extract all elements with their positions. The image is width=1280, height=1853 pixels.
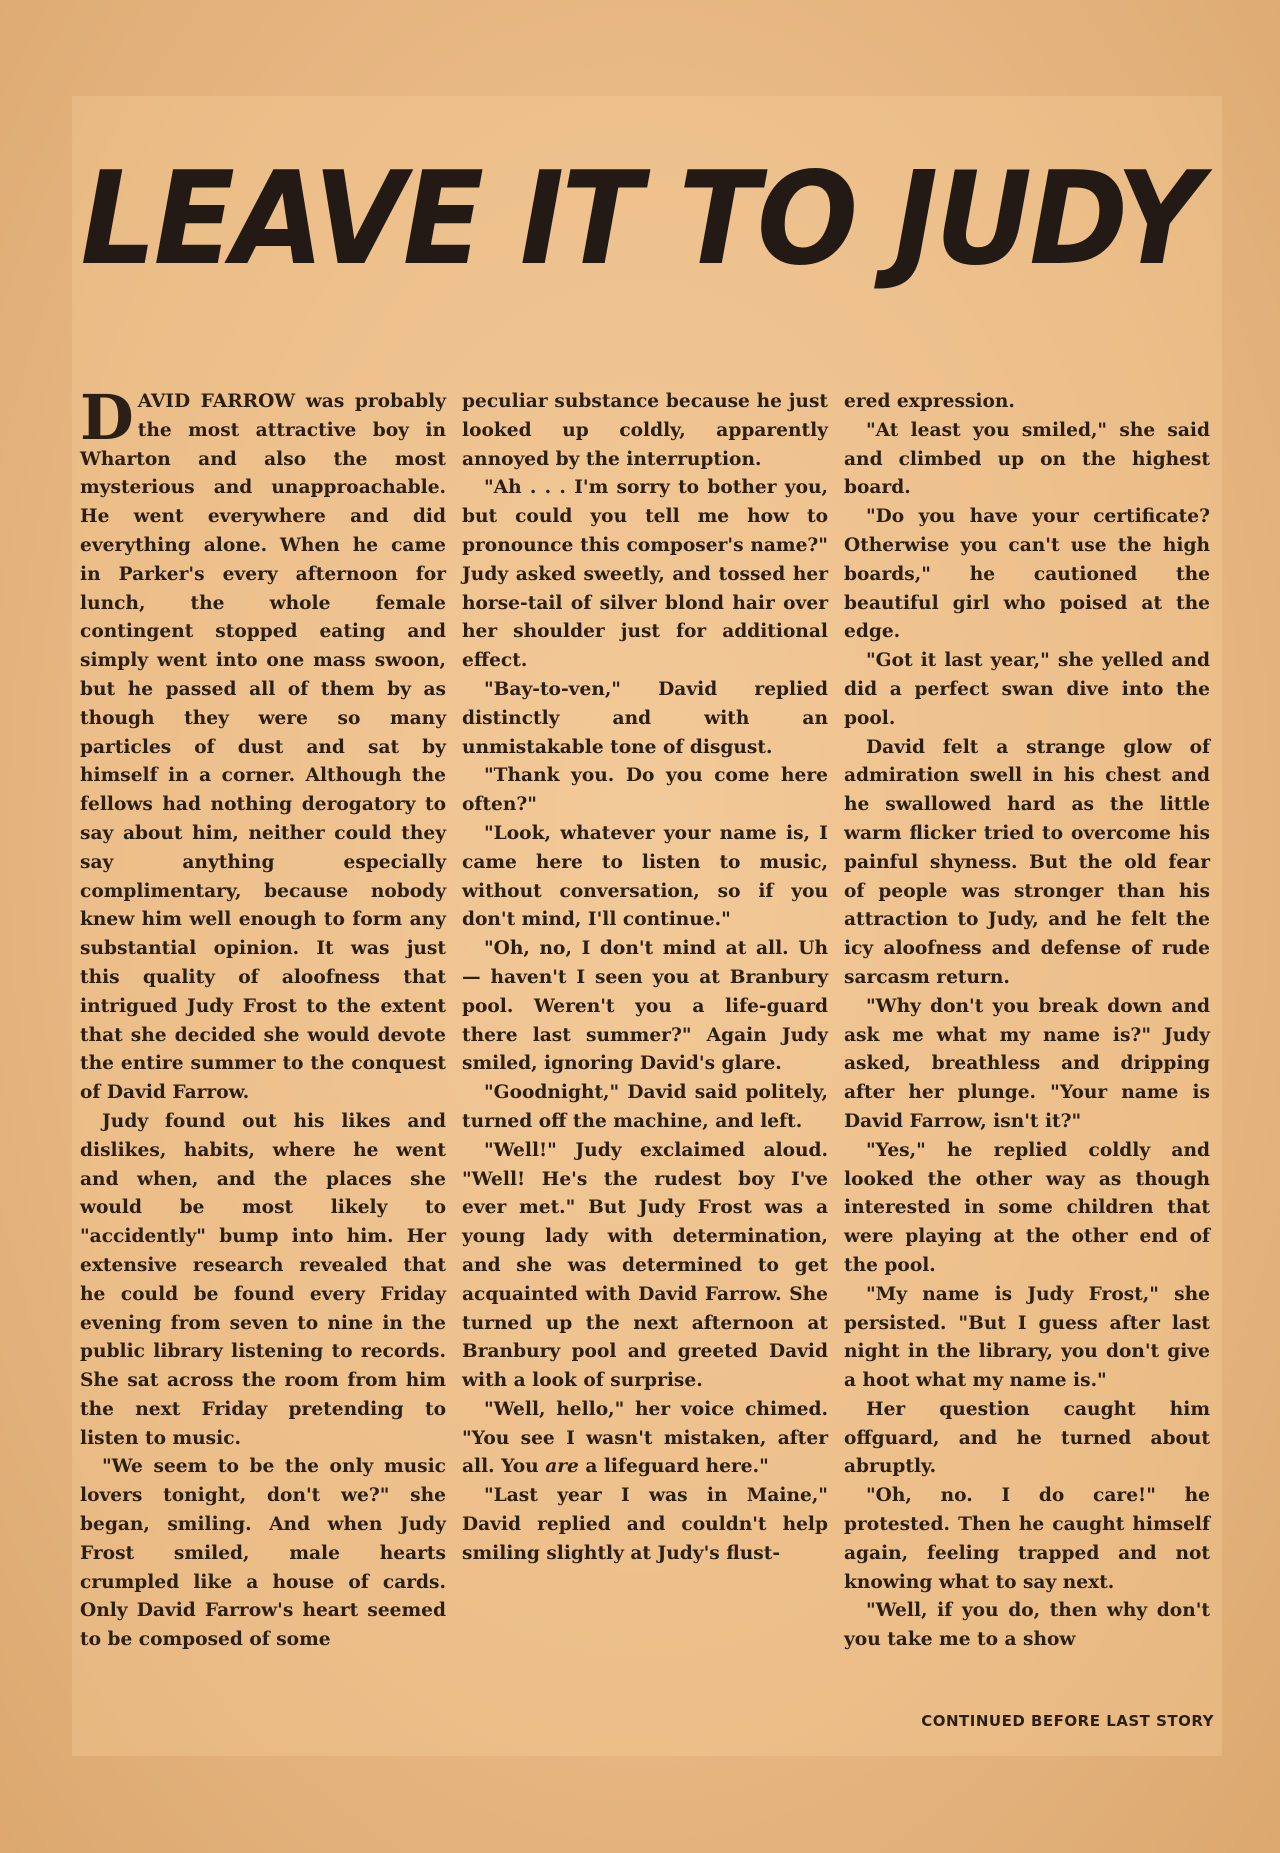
paragraph: "Ah . . . I'm sorry to bother you, but could you tell me how to pronounce this composer's name?" Judy asked sweetly, and tossed her horse-tail of silver blond hair over her shoulder just for additional effect. — [462, 477, 828, 672]
paragraph-text-end: a lifeguard here." — [578, 1456, 769, 1478]
column-2 — [462, 388, 828, 1655]
paragraph: "Look, whatever your name is, I came here to listen to music, without conversation, so if you don't mind, I'll continue." — [462, 822, 828, 931]
paragraph: "Thank you. Do you come here often?" — [462, 765, 828, 816]
paragraph: "Why don't you break down and ask me what my name is?" Judy asked, breathless and dripping after her plunge. "Your name is David Farrow, isn't it?" — [844, 995, 1210, 1132]
column-3 — [844, 388, 1210, 1655]
paragraph-text: "Well, hello," her voice chimed. "You see I wasn't mistaken, after all. You — [462, 1398, 828, 1478]
paragraph: "Got it last year," she yelled and did a perfect swan dive into the pool. — [844, 650, 1210, 729]
paragraph: "Do you have your certificate? Otherwise you can't use the high boards," he cautioned the beautiful girl who poised at the edge. — [844, 506, 1210, 643]
opening-paragraph — [80, 381, 446, 1108]
paragraph: "Bay-to-ven," David replied distinctly and with an unmistakable tone of disgust. — [462, 678, 828, 758]
paragraph: "Goodnight," David said politely, turned off the machine, and left. — [462, 1082, 828, 1132]
lead-caps: AVID FARROW — [137, 391, 296, 412]
paragraph: Judy found out his likes and dislikes, habits, where he went and when, and the places she would be most likely to "accidently" bump into him. Her extensive research revealed that he could be found every Friday evening from seven to nine in the public library listening to records. She sat across the room from him the next Friday pretending to listen to music. — [80, 1110, 446, 1449]
column-1 — [80, 381, 446, 1655]
paragraph: "Well!" Judy exclaimed aloud. "Well! He's the rudest boy I've ever met." But Judy Frost was a young lady with determination, and she was determined to get acquainted with David Farrow. She turned up the next afternoon at Branbury pool and greeted David with a look of surprise. — [462, 1139, 828, 1392]
paragraph: David felt a strange glow of admiration swell in his chest and he swallowed hard as the little warm flicker tried to overcome his painful shyness. But the old fear of people was stronger than his attraction to Judy, and he felt the icy aloofness and defense of rude sarcasm return. — [844, 736, 1210, 988]
paragraph: "We seem to be the only music lovers tonight, don't we?" she began, smiling. And when Judy Frost smiled, male hearts crumpled like a house of cards. Only David Farrow's heart seemed to be composed of some — [80, 1456, 446, 1651]
paragraph: "Last year I was in Maine," David replied and couldn't help smiling slightly at Judy's flust- — [462, 1485, 828, 1564]
paragraph: "At least you smiled," she said and climbed up on the highest board. — [844, 419, 1210, 499]
drop-cap: D — [80, 381, 134, 454]
paragraph: "My name is Judy Frost," she persisted. "But I guess after last night in the library, you don't give a hoot what my name is." — [844, 1283, 1210, 1392]
continued-note: CONTINUED BEFORE LAST STORY — [921, 1712, 1214, 1730]
emphasized-word: are — [545, 1456, 579, 1478]
paragraph: peculiar substance because he just looked up coldly, apparently annoyed by the interruption. — [462, 391, 828, 470]
paragraph: "Oh, no. I do care!" he protested. Then he caught himself again, feeling trapped and not knowing what to say next. — [844, 1485, 1210, 1593]
paragraph-with-emphasis — [462, 1396, 828, 1482]
paragraph: "Well, if you do, then why don't you take me to a show — [844, 1600, 1210, 1651]
story-columns — [80, 381, 1210, 1655]
opening-paragraph-text: was probably the most attractive boy in Wharton and also the most mysterious and unapproachable. He went everywhere and did everything alone. When he came in Parker's every afternoon for lunch, the whole female contingent stopped eating and simply went into one mass swoon, but he passed all of them by as though they were so many particles of dust and sat by himself in a corner. Although the fellows had nothing derogatory to say about him, neither could they say anything especially complimentary, because nobody knew him well enough to form any substantial opinion. It was just this quality of aloofness that intrigued Judy Frost to the extent that she decided she would devote the entire summer to the conquest of David Farrow. — [80, 391, 446, 1104]
story-title: LEAVE IT TO JUDY — [80, 145, 1200, 294]
paragraph: "Oh, no, I don't mind at all. Uh — haven't I seen you at Branbury pool. Weren't you a life-guard there last summer?" Again Judy smiled, ignoring David's glare. — [462, 938, 828, 1075]
paragraph: ered expression. — [844, 391, 1015, 412]
paragraph: "Yes," he replied coldly and looked the other way as though interested in some children that were playing at the other end of the pool. — [844, 1139, 1210, 1276]
paragraph: Her question caught him offguard, and he turned about abruptly. — [844, 1398, 1210, 1478]
